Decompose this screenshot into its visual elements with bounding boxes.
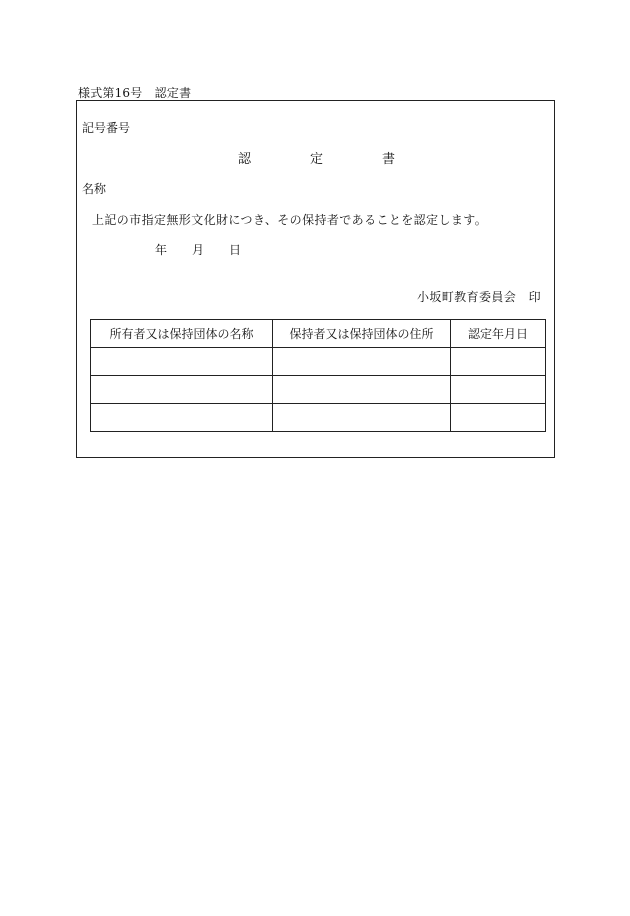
table-row: [91, 404, 546, 432]
certificate-frame: [76, 100, 555, 458]
cell-holder-address: [273, 376, 451, 404]
title-char-2: 定: [309, 152, 323, 167]
cell-certification-date: [451, 348, 546, 376]
table-row: [91, 348, 546, 376]
holders-table: [90, 319, 546, 432]
name-label: 名称: [82, 182, 107, 196]
certificate-title: [77, 148, 556, 167]
header-holder-address: 保持者又は保持団体の住所: [273, 320, 451, 348]
record-number-label: 記号番号: [82, 121, 131, 135]
date-day-label: 日: [229, 243, 242, 257]
cell-owner-name: [91, 404, 273, 432]
title-char-1: 認: [237, 152, 251, 167]
cell-holder-address: [273, 404, 451, 432]
table-header-row: [91, 320, 546, 348]
table-row: [91, 376, 546, 404]
date-year-label: 年: [155, 243, 168, 257]
title-char-3: 書: [381, 152, 395, 167]
header-owner-name: 所有者又は保持団体の名称: [91, 320, 273, 348]
header-certification-date: 認定年月日: [451, 320, 546, 348]
certification-statement: 上記の市指定無形文化財につき、その保持者であることを認定します。: [92, 213, 488, 227]
date-line: [155, 241, 241, 258]
form-number-label: 様式第16号 認定書: [78, 86, 192, 100]
cell-owner-name: [91, 348, 273, 376]
cell-owner-name: [91, 376, 273, 404]
date-month-label: 月: [192, 243, 205, 257]
issuer-seal-line: 小坂町教育委員会 印: [416, 290, 541, 304]
cell-certification-date: [451, 376, 546, 404]
cell-certification-date: [451, 404, 546, 432]
cell-holder-address: [273, 348, 451, 376]
